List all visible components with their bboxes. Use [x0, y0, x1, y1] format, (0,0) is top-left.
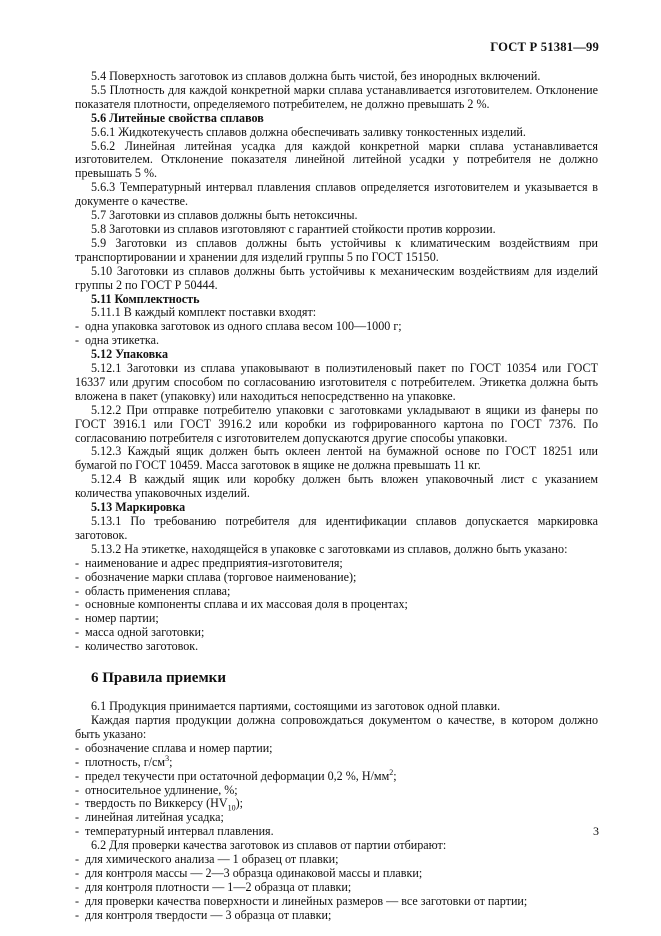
list-item: - для контроля твердости — 3 образца от плавки; [75, 907, 332, 922]
list-item: - линейная литейная усадка; [75, 810, 224, 825]
clause-5-12-3: 5.12.3 Каждый ящик должен быть оклеен лентой на бумажной основе по ГОСТ 18251 или бумагой по ГОСТ 10459. Масса заготовок в ящике не должна превышать 11 кг. [75, 444, 598, 473]
list-item: - одна упаковка заготовок из одного сплава весом 100—1000 г; [75, 319, 402, 334]
list-item: - наименование и адрес предприятия-изготовителя; [75, 555, 343, 570]
list-item: - номер партии; [75, 611, 159, 626]
clause-5-6-2: 5.6.2 Линейная литейная усадка для каждой конкретной марки сплава устанавливается изготовителем. Отклонение показателя линейной литейной усадки у потребителя не должно превышать 5 %. [75, 138, 598, 181]
clause-5-13-2: 5.13.2 На этикетке, находящейся в упаковке с заготовками из сплавов, должно быть указано: [91, 541, 568, 556]
heading-5-6: 5.6 Литейные свойства сплавов [91, 110, 264, 125]
list-item: - для химического анализа — 1 образец от плавки; [75, 852, 339, 867]
list-item: - для контроля плотности — 1—2 образца от плавки; [75, 879, 352, 894]
page-number: 3 [593, 824, 599, 838]
list-item: - основные компоненты сплава и их массовая доля в процентах; [75, 597, 408, 612]
list-item: - обозначение сплава и номер партии; [75, 740, 273, 755]
clause-5-5: 5.5 Плотность для каждой конкретной марки сплава устанавливается изготовителем. Отклонение показателя плотности, определяемого потребителем, не должно превышать 2 %. [75, 82, 598, 111]
standard-code-header: ГОСТ Р 51381—99 [490, 40, 599, 54]
list-item: - для проверки качества поверхности и линейных размеров — все заготовки от партии; [75, 893, 528, 908]
list-item: - область применения сплава; [75, 583, 231, 598]
list-item: - относительное удлинение, %; [75, 782, 238, 797]
clause-5-8: 5.8 Заготовки из сплавов изготовляют с гарантией стойкости против коррозии. [91, 221, 496, 236]
clause-5-10: 5.10 Заготовки из сплавов должны быть устойчивы к механическим воздействиям для изделий группы 2 по ГОСТ Р 50444. [75, 263, 598, 292]
clause-5-6-3: 5.6.3 Температурный интервал плавления сплавов определяется изготовителем и указывается в документе о качестве. [75, 180, 598, 209]
clause-5-4: 5.4 Поверхность заготовок из сплавов должна быть чистой, без инородных включений. [91, 69, 541, 83]
list-item: - предел текучести при остаточной деформации 0,2 %, $Н/мм^2$; [75, 767, 397, 783]
list-item: - одна этикетка. [75, 333, 159, 348]
list-item: - плотность, $г/см^3$; [75, 753, 173, 769]
heading-5-13: 5.13 Маркировка [91, 500, 186, 515]
clause-5-7: 5.7 Заготовки из сплавов должны быть нетоксичны. [91, 208, 358, 223]
clause-6-1: 6.1 Продукция принимается партиями, состоящими из заготовок одной плавки. [91, 699, 501, 714]
clause-6-1-document: Каждая партия продукции должна сопровождаться документом о качестве, в котором должно быть указано: [75, 712, 598, 741]
clause-6-2: 6.2 Для проверки качества заготовок из сплавов от партии отбирают: [91, 838, 447, 853]
clause-5-12-4: 5.12.4 В каждый ящик или коробку должен быть вложен упаковочный лист с указанием количества упаковочных изделий. [75, 472, 598, 501]
list-item: - температурный интервал плавления. [75, 824, 274, 839]
clause-5-11-1: 5.11.1 В каждый комплект поставки входят: [91, 305, 317, 320]
list-item: - масса одной заготовки; [75, 625, 205, 640]
heading-5-11: 5.11 Комплектность [91, 291, 200, 306]
list-item: - количество заготовок. [75, 639, 199, 654]
list-item: - твердость по Виккерсу $(HV_{10})$; [75, 796, 243, 813]
clause-5-9: 5.9 Заготовки из сплавов должны быть устойчивы к климатическим воздействиям при транспортировании и хранении для изделий группы 5 по ГОСТ 15150. [75, 235, 598, 264]
section-6-title: 6 Правила приемки [91, 670, 226, 687]
heading-5-12: 5.12 Упаковка [91, 347, 169, 362]
list-item: - обозначение марки сплава (торговое наименование); [75, 569, 357, 584]
clause-5-12-1: 5.12.1 Заготовки из сплава упаковывают в полиэтиленовый пакет по ГОСТ 10354 или ГОСТ 16337 или другим способом по согласованию изготовителя с потребителем. Этикетка должна быть вложена в пакет (упаковку) или находиться непосредственно на упаковке. [75, 361, 598, 403]
clause-5-13-1: 5.13.1 По требованию потребителя для идентификации сплавов допускается маркировка заготовок. [75, 514, 598, 542]
document-body [75, 70, 598, 923]
clause-5-6-1: 5.6.1 Жидкотекучесть сплавов должна обеспечивать заливку тонкостенных изделий. [91, 124, 526, 139]
list-item: - для контроля массы — 2—3 образца одинаковой массы и плавки; [75, 865, 423, 880]
clause-5-12-2: 5.12.2 При отправке потребителю упаковки с заготовками укладывают в ящики из фанеры по ГОСТ 3916.1 или ГОСТ 3916.2 или коробки из гофрированного картона по ГОСТ 7376. По согласованию потребителя с изготовителем допускаются другие способы упаковки. [75, 402, 598, 445]
